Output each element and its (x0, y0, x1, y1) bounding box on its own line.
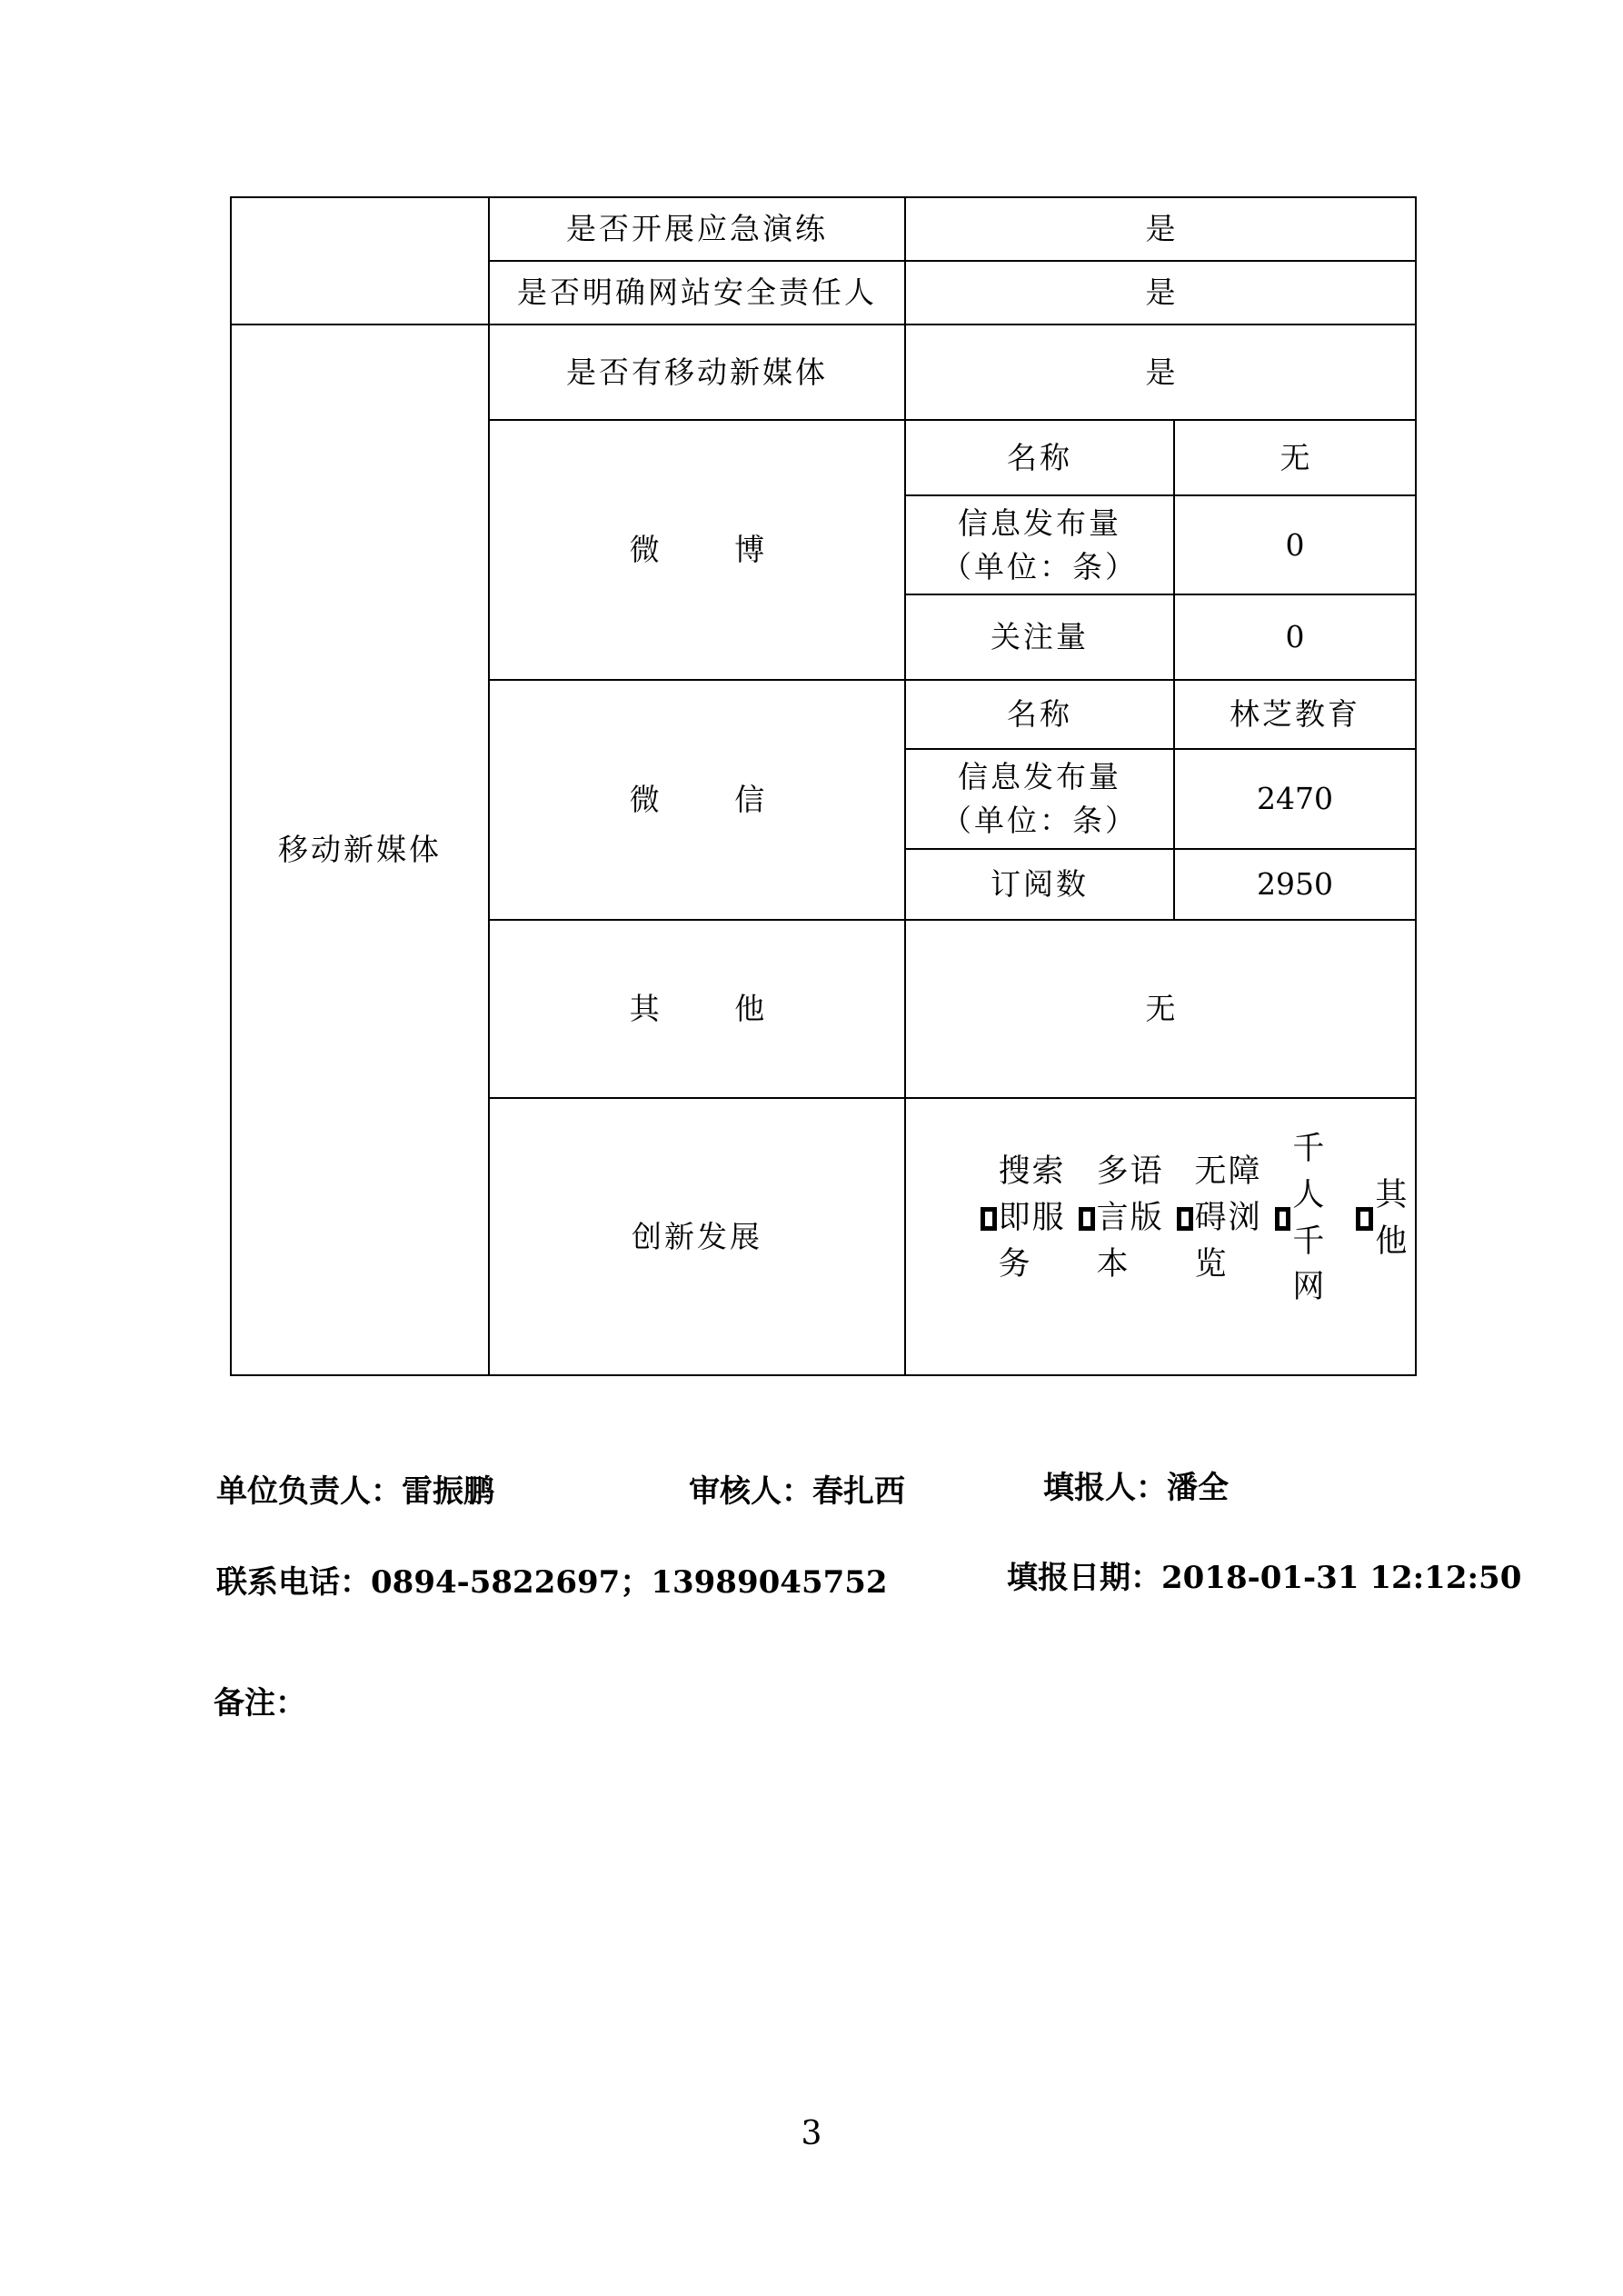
other-media-label: 其 他 (489, 920, 905, 1098)
filler-name: 潘全 (1167, 1470, 1229, 1506)
option-search-as-service[interactable] (981, 1149, 1079, 1287)
has-mobile-media-value: 是 (905, 324, 1416, 420)
option-label: 搜索即服务 (998, 1153, 1066, 1283)
wechat-posts-label-line1: 信息发布量 (958, 759, 1121, 795)
filler-line (1043, 1462, 1229, 1507)
leader-label: 单位负责人： (216, 1473, 402, 1510)
checkbox-icon[interactable] (1275, 1207, 1291, 1231)
wechat-label: 微 信 (489, 680, 905, 920)
innovation-options-cell (905, 1098, 1416, 1375)
weibo-posts-label-line1: 信息发布量 (958, 504, 1121, 541)
security-officer-value: 是 (905, 261, 1416, 324)
date-value: 2018-01-31 12:12:50 (1161, 1560, 1522, 1596)
page-number: 3 (801, 2115, 822, 2152)
option-other[interactable] (1356, 1173, 1415, 1265)
option-label: 千人千网 (1292, 1131, 1327, 1306)
checkbox-icon[interactable] (1079, 1207, 1095, 1231)
report-table (230, 196, 1417, 1376)
option-personalized[interactable] (1275, 1126, 1356, 1311)
option-accessibility[interactable] (1177, 1149, 1275, 1287)
innovation-label: 创新发展 (489, 1098, 905, 1375)
security-officer-label: 是否明确网站安全责任人 (489, 261, 905, 324)
option-multilingual[interactable] (1079, 1149, 1177, 1287)
checkbox-icon[interactable] (981, 1207, 997, 1231)
emergency-drill-label: 是否开展应急演练 (489, 197, 905, 261)
wechat-name-label: 名称 (905, 680, 1174, 749)
weibo-posts-value: 0 (1174, 495, 1416, 594)
wechat-name-value: 林芝教育 (1174, 680, 1416, 749)
reviewer-name: 春扎西 (812, 1473, 905, 1510)
weibo-posts-label (905, 495, 1174, 594)
weibo-follow-label: 关注量 (905, 594, 1174, 680)
date-label: 填报日期： (1007, 1560, 1161, 1596)
option-label: 无障碍浏览 (1194, 1153, 1262, 1283)
checkbox-icon[interactable] (1356, 1207, 1373, 1231)
leader-name: 雷振鹏 (402, 1473, 494, 1510)
reviewer-label: 审核人： (689, 1473, 812, 1510)
checkbox-icon[interactable] (1177, 1207, 1193, 1231)
reviewer-line (689, 1466, 905, 1511)
weibo-posts-label-line2: （单位：条） (941, 548, 1138, 584)
weibo-label: 微 博 (489, 420, 905, 680)
emergency-drill-value: 是 (905, 197, 1416, 261)
remarks-label: 备注： (214, 1685, 306, 1722)
wechat-posts-label (905, 749, 1174, 849)
mobile-media-section-label: 移动新媒体 (231, 324, 489, 1375)
wechat-posts-label-line2: （单位：条） (941, 803, 1138, 838)
innovation-options (906, 1126, 1415, 1311)
phone-label: 联系电话： (216, 1564, 371, 1601)
phone-line (216, 1557, 888, 1602)
wechat-posts-value: 2470 (1174, 749, 1416, 849)
has-mobile-media-label: 是否有移动新媒体 (489, 324, 905, 420)
option-label: 其他 (1375, 1176, 1409, 1260)
wechat-subs-label: 订阅数 (905, 849, 1174, 920)
weibo-name-value: 无 (1174, 420, 1416, 495)
weibo-follow-value: 0 (1174, 594, 1416, 680)
filler-label: 填报人： (1043, 1470, 1167, 1506)
leader-line (216, 1466, 494, 1511)
wechat-subs-value: 2950 (1174, 849, 1416, 920)
other-media-value: 无 (905, 920, 1416, 1098)
date-line (1007, 1552, 1521, 1597)
option-label: 多语言版本 (1096, 1153, 1164, 1283)
phone-value: 0894-5822697；13989045752 (371, 1564, 888, 1601)
blank-category-cell (231, 197, 489, 324)
weibo-name-label: 名称 (905, 420, 1174, 495)
